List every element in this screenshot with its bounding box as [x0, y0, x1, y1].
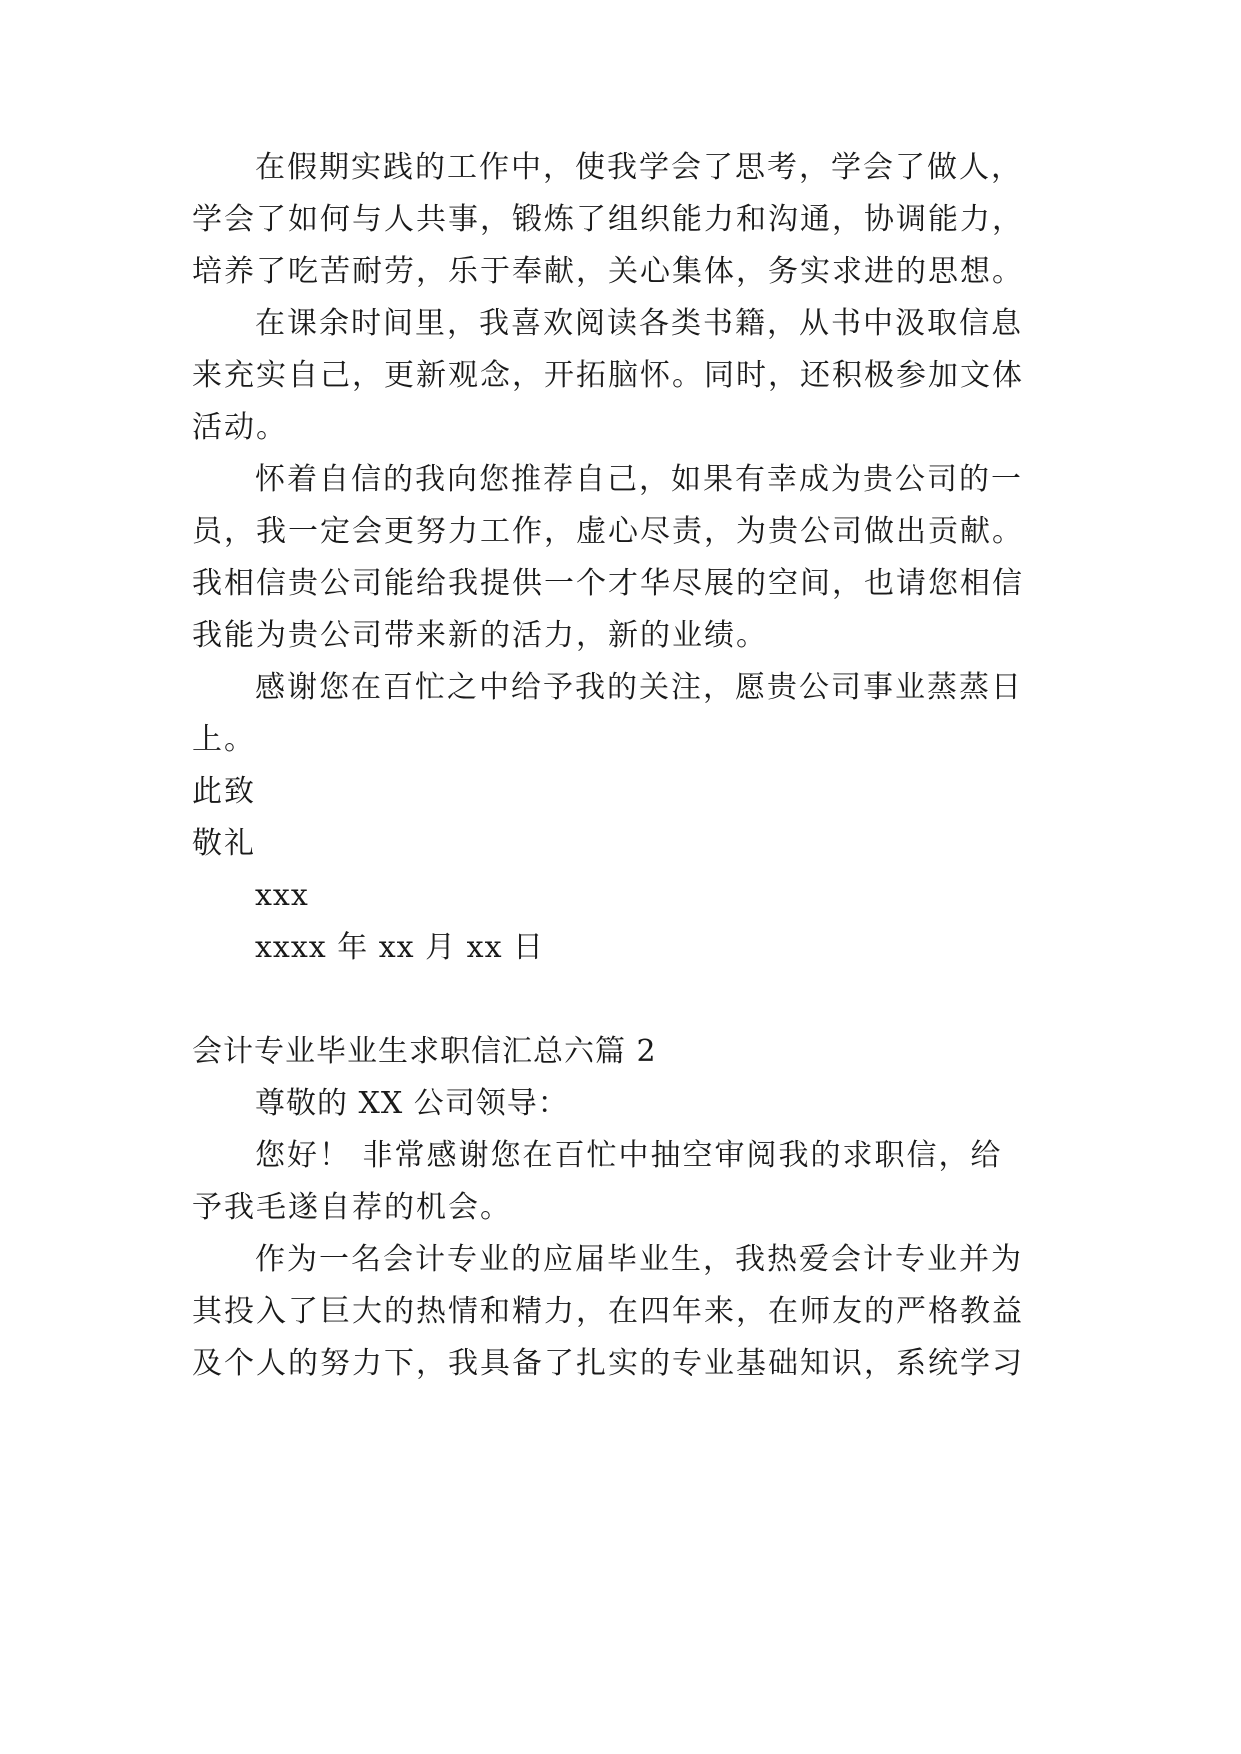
paragraph-line: 予我毛遂自荐的机会。	[192, 1190, 512, 1225]
paragraph-line: 在假期实践的工作中，使我学会了思考，学会了做人，	[255, 150, 1023, 185]
signature-name: xxx	[255, 878, 309, 913]
paragraph-line: 怀着自信的我向您推荐自己，如果有幸成为贵公司的一	[255, 462, 1023, 497]
paragraph-line: 作为一名会计专业的应届毕业生，我热爱会计专业并为	[255, 1242, 1023, 1277]
closing-line: 此致	[192, 774, 256, 809]
paragraph-line: 上。	[192, 722, 256, 757]
section-title: 会计专业毕业生求职信汇总六篇 2	[192, 1034, 657, 1069]
paragraph-line: 员，我一定会更努力工作，虚心尽责，为贵公司做出贡献。	[192, 514, 1024, 549]
paragraph-line: 及个人的努力下，我具备了扎实的专业基础知识，系统学习	[192, 1346, 1024, 1381]
paragraph-line: 感谢您在百忙之中给予我的关注，愿贵公司事业蒸蒸日	[255, 670, 1023, 705]
paragraph-line: 其投入了巨大的热情和精力，在四年来，在师友的严格教益	[192, 1294, 1024, 1329]
salutation: 尊敬的 XX 公司领导：	[255, 1086, 569, 1121]
closing-line: 敬礼	[192, 826, 256, 861]
paragraph-line: 您好！ 非常感谢您在百忙中抽空审阅我的求职信，给	[255, 1138, 1003, 1173]
paragraph-line: 我相信贵公司能给我提供一个才华尽展的空间，也请您相信	[192, 566, 1024, 601]
paragraph-line: 来充实自己，更新观念，开拓脑怀。同时，还积极参加文体	[192, 358, 1024, 393]
signature-date: xxxx 年 xx 月 xx 日	[255, 930, 545, 965]
paragraph-line: 我能为贵公司带来新的活力，新的业绩。	[192, 618, 768, 653]
paragraph-line: 学会了如何与人共事，锻炼了组织能力和沟通，协调能力，	[192, 202, 1024, 237]
paragraph-line: 活动。	[192, 410, 288, 445]
paragraph-line: 培养了吃苦耐劳，乐于奉献，关心集体，务实求进的思想。	[192, 254, 1024, 289]
paragraph-line: 在课余时间里，我喜欢阅读各类书籍，从书中汲取信息	[255, 306, 1023, 341]
